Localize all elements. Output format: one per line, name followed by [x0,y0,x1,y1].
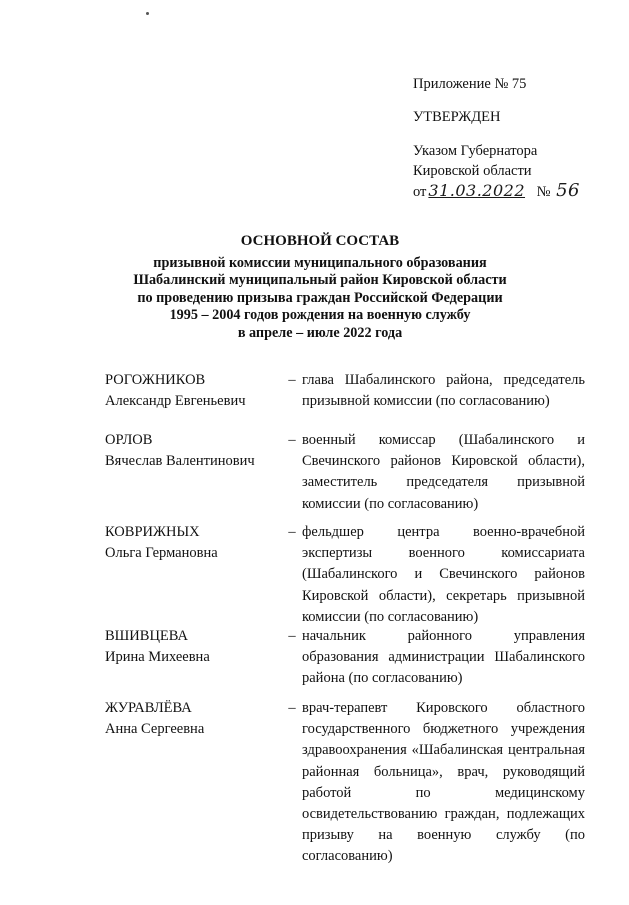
member-description: военный комиссар (Шабалинского и Свечинского районов Кировской области), заместитель председателя призывной комиссии (по согласованию) [302,432,585,512]
member-surname: КОВРИЖНЫХ [105,524,200,540]
member-name [105,370,280,412]
member-name [105,522,280,564]
member-name [105,626,280,668]
member-given-name: Анна Сергеевна [105,721,205,738]
title-line: 1995 – 2004 годов рождения на военную службу [169,307,471,323]
title-line: по проведению призыва граждан Российской Федерации [137,289,503,306]
member-name [105,430,280,472]
member-given-name: Ольга Германовна [105,545,218,562]
title-line: в апреле – июле 2022 года [237,324,403,341]
decree-line-1: Указом Губернатора [413,143,538,159]
member-surname: ЖУРАВЛЁВА [105,700,192,716]
scan-speck [146,12,149,15]
number-prefix: № [536,184,551,200]
document-title [60,233,580,342]
member-surname: ОРЛОВ [105,432,153,448]
appendix-number: Приложение № 75 [413,76,527,92]
member-dash: – [288,524,296,540]
member-given-name: Александр Евгеньевич [105,393,246,410]
handwritten-number: 56 [556,180,581,201]
approved-label: УТВЕРЖДЕН [413,109,501,125]
member-given-name: Вячеслав Валентинович [105,453,255,470]
member-dash: – [288,700,296,716]
decree-date-line [413,180,580,203]
member-description: глава Шабалинского района, председатель призывной комиссии (по согласованию) [302,372,585,410]
decree-line-2: Кировской области [413,163,532,179]
member-description: фельдшер центра военно-врачебной экспертизы военного комиссариата (Шабалинского и Свечинского районов Кировской области), секретарь призывной комиссии (по согласованию) [302,524,585,625]
member-surname: ВШИВЦЕВА [105,628,188,644]
member-dash: – [288,628,296,644]
title-line: Шабалинский муниципальный район Кировской области [133,272,507,288]
title-main: ОСНОВНОЙ СОСТАВ [240,233,400,249]
title-line: призывной комиссии муниципального образования [153,254,487,271]
member-description: врач-терапевт Кировского областного государственного бюджетного учреждения здравоохранения «Шабалинская центральная районная больница», врач, руководящий работой по медицинскому освидетельствованию граждан, подлежащих призыву на военную службу (по согласованию) [302,700,585,865]
member-name [105,698,280,740]
member-description: начальник районного управления образования администрации Шабалинского района (по согласованию) [302,628,585,687]
member-surname: РОГОЖНИКОВ [105,372,206,388]
handwritten-date: 31.03.2022 [428,181,526,200]
member-dash: – [288,372,296,388]
member-dash: – [288,432,296,448]
date-prefix: от [413,184,427,200]
member-given-name: Ирина Михеевна [105,649,210,666]
